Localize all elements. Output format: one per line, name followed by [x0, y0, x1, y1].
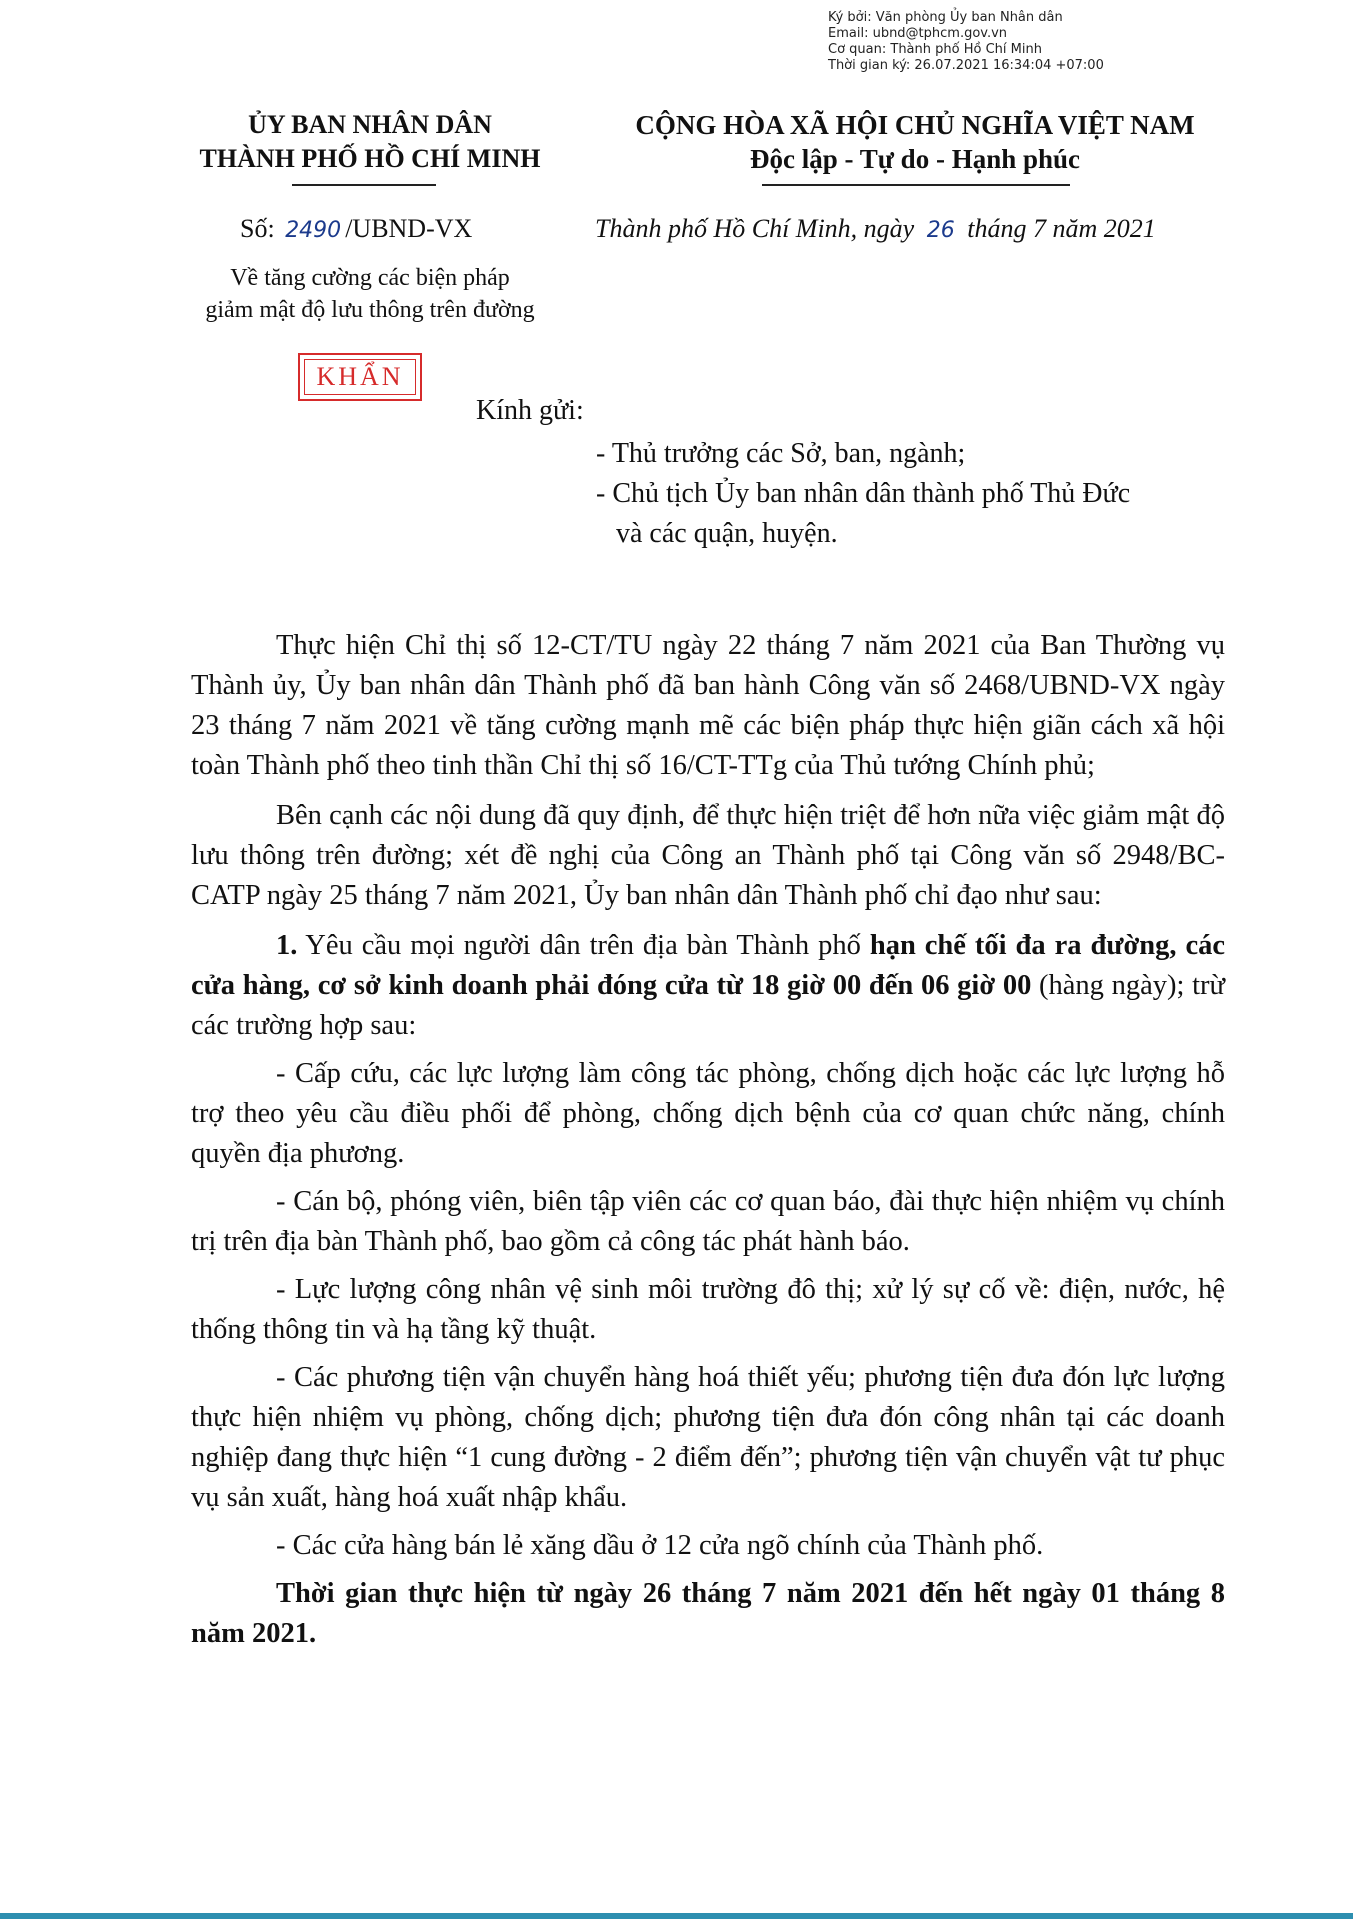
- signature-signer: Ký bởi: Văn phòng Ủy ban Nhân dân: [828, 10, 1063, 25]
- nation-motto: Độc lập - Tự do - Hạnh phúc: [749, 144, 1081, 174]
- paragraph-preamble: Thực hiện Chỉ thị số 12-CT/TU ngày 22 tháng 7 năm 2021 của Ban Thường vụ Thành ủy, Ủy ban nhân dân Thành phố đã ban hành Công văn số 2468/UBND-VX ngày 23 tháng 7 năm 2021 về tăng cường mạnh mẽ các biện pháp thực hiện giãn cách xã hội toàn Thành phố theo tinh thần Chỉ thị số 16/CT-TTg của Thủ tướng Chính phủ;: [191, 630, 1225, 781]
- national-header: [590, 108, 1240, 176]
- org-underline: [292, 184, 436, 186]
- subject-line2: giảm mật độ lưu thông trên đường: [205, 297, 535, 323]
- item-1-tail: (hàng ngày); trừ các trường hợp sau:: [191, 970, 1225, 1041]
- nation-title: CỘNG HÒA XÃ HỘI CHỦ NGHĨA VIỆT NAM: [635, 110, 1195, 140]
- document-body: [191, 626, 1225, 1664]
- doc-number-handwritten: 2490: [285, 218, 342, 243]
- item-1-emphasis: hạn chế tối đa ra đường, các cửa hàng, cơ sở kinh doanh phải đóng cửa từ 18 giờ 00 đến 06 giờ 00: [191, 930, 1225, 1001]
- issuing-organization: [160, 108, 580, 176]
- item-1: [191, 926, 1225, 1046]
- recipient-line: - Thủ trưởng các Sở, ban, ngành;: [596, 438, 966, 469]
- exception-bullet: - Lực lượng công nhân vệ sinh môi trường đô thị; xử lý sự cố về: điện, nước, hệ thống thông tin và hạ tầng kỹ thuật.: [191, 1274, 1225, 1345]
- subject-line1: Về tăng cường các biện pháp: [230, 265, 510, 291]
- item-1-intro: Yêu cầu mọi người dân trên địa bàn Thành phố: [305, 930, 861, 961]
- date-day-handwritten: 26: [926, 218, 955, 243]
- doc-number-suffix: /UBND-VX: [345, 214, 473, 243]
- item-1-number: 1.: [276, 930, 298, 961]
- exception-bullet: - Các cửa hàng bán lẻ xăng dầu ở 12 cửa ngõ chính của Thành phố.: [276, 1530, 1044, 1561]
- issue-date: [595, 214, 1156, 244]
- exception-bullet: - Cấp cứu, các lực lượng làm công tác phòng, chống dịch hoặc các lực lượng hỗ trợ theo yêu cầu điều phối để phòng, chống dịch bệnh của cơ quan chức năng, chính quyền địa phương.: [191, 1058, 1225, 1169]
- signature-time: Thời gian ký: 26.07.2021 16:34:04 +07:00: [828, 58, 1104, 73]
- recipient-list: [596, 434, 1130, 554]
- recipient-line: và các quận, huyện.: [616, 518, 838, 549]
- date-prefix: Thành phố Hồ Chí Minh, ngày: [595, 214, 915, 243]
- doc-number-prefix: Số:: [240, 214, 275, 243]
- effective-period: Thời gian thực hiện từ ngày 26 tháng 7 năm 2021 đến hết ngày 01 tháng 8 năm 2021.: [191, 1578, 1225, 1649]
- scan-edge-line: [0, 1913, 1353, 1919]
- exception-bullet: - Cán bộ, phóng viên, biên tập viên các cơ quan báo, đài thực hiện nhiệm vụ chính trị trên địa bàn Thành phố, bao gồm cả công tác phát hành báo.: [191, 1186, 1225, 1257]
- motto-underline: [762, 184, 1070, 186]
- urgent-stamp: KHẨN: [298, 353, 422, 401]
- signature-email: Email: ubnd@tphcm.gov.vn: [828, 26, 1008, 41]
- digital-signature-block: [828, 10, 1104, 74]
- org-name-line2: THÀNH PHỐ HỒ CHÍ MINH: [199, 144, 541, 173]
- signature-agency: Cơ quan: Thành phố Hồ Chí Minh: [828, 42, 1042, 57]
- recipient-line: - Chủ tịch Ủy ban nhân dân thành phố Thủ Đức: [596, 478, 1131, 509]
- paragraph-context: Bên cạnh các nội dung đã quy định, để thực hiện triệt để hơn nữa việc giảm mật độ lưu thông trên đường; xét đề nghị của Công an Thành phố tại Công văn số 2948/BC-CATP ngày 25 tháng 7 năm 2021, Ủy ban nhân dân Thành phố chỉ đạo như sau:: [191, 800, 1225, 911]
- document-number: [240, 214, 472, 244]
- document-subject: [160, 262, 580, 326]
- date-suffix: tháng 7 năm 2021: [967, 214, 1156, 243]
- org-name-line1: ỦY BAN NHÂN DÂN: [248, 110, 492, 139]
- exception-bullet: - Các phương tiện vận chuyển hàng hoá thiết yếu; phương tiện đưa đón lực lượng thực hiện nhiệm vụ phòng, chống dịch; phương tiện đưa đón công nhân tại các doanh nghiệp đang thực hiện “1 cung đường - 2 điểm đến”; phương tiện vận chuyển vật tư phục vụ sản xuất, hàng hoá xuất nhập khẩu.: [191, 1362, 1225, 1513]
- greeting: Kính gửi:: [476, 395, 584, 426]
